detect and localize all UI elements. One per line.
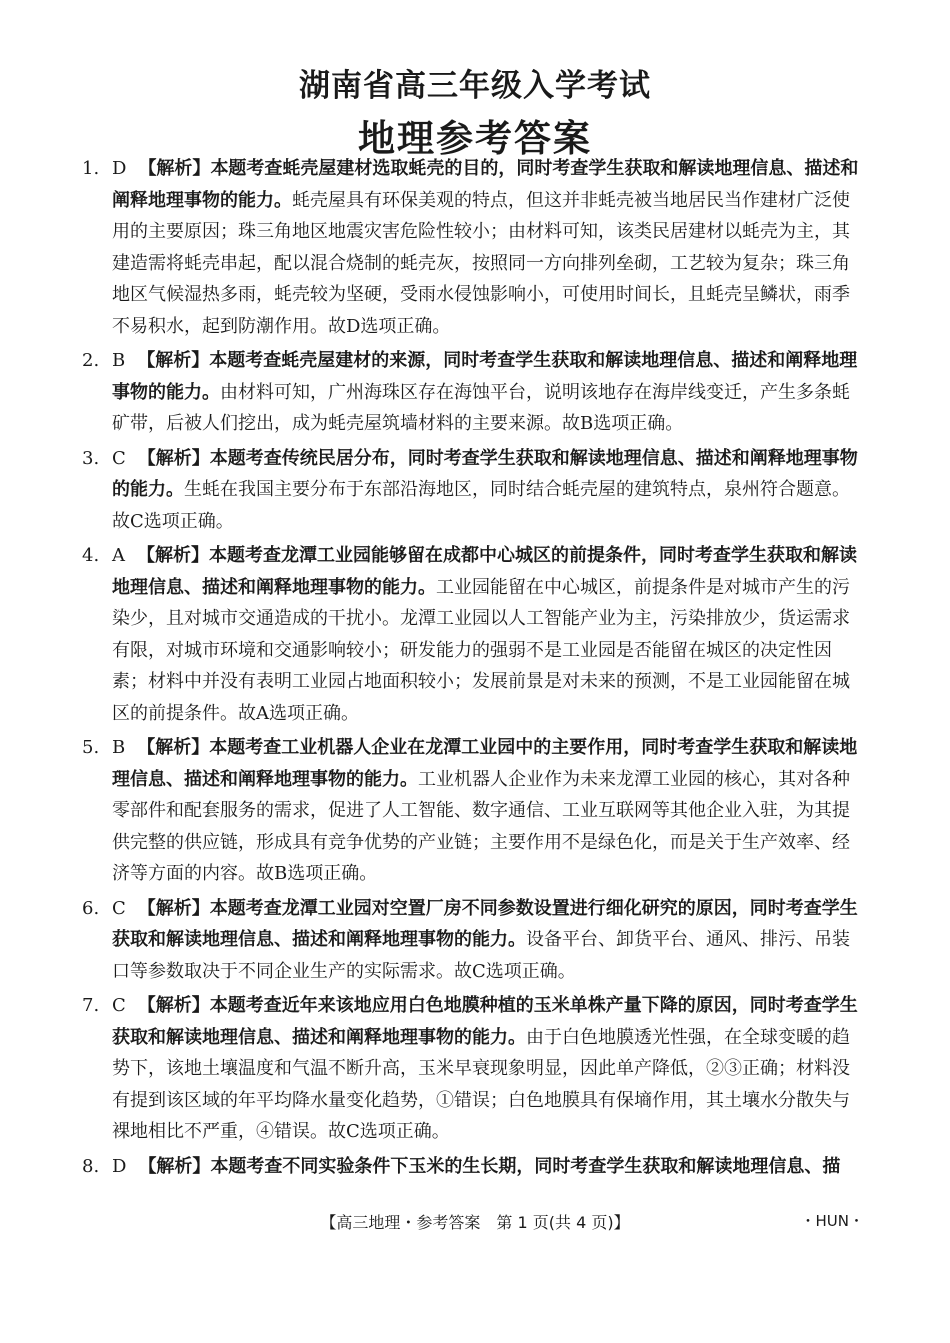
- item-number: 7.: [82, 995, 100, 1016]
- analysis-tag: 【解析】: [138, 1155, 211, 1177]
- exam-title: 湖南省高三年级入学考试: [299, 68, 651, 104]
- analysis-tag: 【解析】: [137, 995, 210, 1016]
- answer-option: B: [112, 350, 126, 371]
- region-code: ・HUN・: [800, 1212, 864, 1230]
- answer-key-title: 地理参考答案: [358, 117, 592, 160]
- analysis-lead: 本题考查传统民居分布，同时考查学生获取和解读地理信息、描述和阐释地理事物的能力。: [112, 447, 858, 500]
- analysis-lead: 本题考查蚝壳屋建材选取蚝壳的目的，同时考查学生获取和解读地理信息、描述和阐释地理事物的能力。: [112, 158, 859, 211]
- item-number: 1.: [82, 158, 100, 179]
- analysis-body: 设备平台、卸货平台、通风、排污、吊装口等参数取决于不同企业生产的实际需求。故C选项正确。: [112, 929, 850, 982]
- analysis-tag: 【解析】: [137, 350, 210, 371]
- answer-item-1: [82, 153, 864, 342]
- analysis-body: 生蚝在我国主要分布于东部沿海地区，同时结合蚝壳屋的建筑特点，泉州符合题意。故C选项正确。: [112, 479, 850, 532]
- item-number: 8.: [82, 1155, 100, 1177]
- answer-option: B: [112, 737, 126, 758]
- answer-option: C: [112, 447, 126, 469]
- analysis-tag: 【解析】: [138, 158, 211, 179]
- item-number: 4.: [82, 545, 100, 566]
- item-number: 3.: [82, 447, 100, 469]
- answer-item-6: [82, 893, 864, 988]
- analysis-lead: 本题考查龙潭工业园能够留在成都中心城区的前提条件，同时考查学生获取和解读地理信息、描述和阐释地理事物的能力。: [112, 545, 857, 598]
- item-number: 5.: [82, 737, 100, 758]
- analysis-body: 工业园能留在中心城区，前提条件是对城市产生的污染少，且对城市交通造成的干扰小。龙潭工业园以人工智能产业为主，污染排放少，货运需求有限，对城市环境和交通影响较小；研发能力的强弱不是工业园是否能留在城区的决定性因素；材料中并没有表明工业园占地面积较小；发展前景是对未来的预测，不是工业园能留在城区的前提条件。故A选项正确。: [112, 576, 850, 724]
- answer-item-2: [82, 345, 864, 440]
- answer-item-7: [82, 990, 864, 1148]
- analysis-body: 由材料可知，广州海珠区存在海蚀平台，说明该地存在海岸线变迁，产生多条蚝矿带，后被人们挖出，成为蚝壳屋筑墙材料的主要来源。故B选项正确。: [112, 381, 850, 434]
- item-number: 6.: [82, 897, 100, 919]
- page-footer: 【高三地理・参考答案 第 1 页(共 4 页)】: [320, 1213, 630, 1232]
- answer-item-5: [82, 732, 864, 890]
- answer-option: D: [112, 1155, 127, 1177]
- answer-item-8: [82, 1151, 864, 1183]
- analysis-tag: 【解析】: [137, 447, 210, 469]
- analysis-lead: 本题考查蚝壳屋建材的来源，同时考查学生获取和解读地理信息、描述和阐释地理事物的能力。: [112, 350, 858, 403]
- answer-item-3: [82, 443, 864, 538]
- analysis-tag: 【解析】: [137, 737, 210, 758]
- item-number: 2.: [82, 350, 100, 371]
- analysis-body: 由于白色地膜透光性强，在全球变暖的趋势下，该地土壤温度和气温不断升高，玉米早衰现象明显，因此单产降低，②③正确；材料没有提到该区域的年平均降水量变化趋势，①错误；白色地膜具有保墒作用，其土壤水分散失与裸地相比不严重，④错误。故C选项正确。: [112, 1026, 850, 1142]
- answer-option: A: [112, 545, 125, 566]
- analysis-body: 工业机器人企业作为未来龙潭工业园的核心，其对各种零部件和配套服务的需求，促进了人工智能、数字通信、工业互联网等其他企业入驻，为其提供完整的供应链，形成具有竞争优势的产业链；主要作用不是绿色化，而是关于生产效率、经济等方面的内容。故B选项正确。: [112, 768, 850, 884]
- analysis-lead: 本题考查工业机器人企业在龙潭工业园中的主要作用，同时考查学生获取和解读地理信息、描述和阐释地理事物的能力。: [112, 737, 858, 790]
- analysis-lead: 本题考查近年来该地应用白色地膜种植的玉米单株产量下降的原因，同时考查学生获取和解读地理信息、描述和阐释地理事物的能力。: [112, 995, 858, 1048]
- answer-option: C: [112, 897, 126, 919]
- answer-list: [82, 153, 864, 1185]
- answer-option: D: [112, 158, 127, 179]
- analysis-lead: 本题考查龙潭工业园对空置厂房不同参数设置进行细化研究的原因，同时考查学生获取和解读地理信息、描述和阐释地理事物的能力。: [112, 897, 858, 950]
- answer-item-4: [82, 540, 864, 729]
- analysis-tag: 【解析】: [137, 545, 209, 566]
- analysis-body: 蚝壳屋具有环保美观的特点，但这并非蚝壳被当地居民当作建材广泛使用的主要原因；珠三角地区地震灾害危险性较小；由材料可知，该类民居建材以蚝壳为主，其建造需将蚝壳串起，配以混合烧制的蚝壳灰，按照同一方向排列垒砌，工艺较为复杂；珠三角地区气候湿热多雨，蚝壳较为坚硬，受雨水侵蚀影响小，可使用时间长，且蚝壳呈鳞状，雨季不易积水，起到防潮作用。故D选项正确。: [112, 189, 850, 337]
- analysis-lead: 本题考查不同实验条件下玉米的生长期，同时考查学生获取和解读地理信息、描: [210, 1155, 841, 1177]
- analysis-tag: 【解析】: [137, 897, 210, 919]
- answer-option: C: [112, 995, 126, 1016]
